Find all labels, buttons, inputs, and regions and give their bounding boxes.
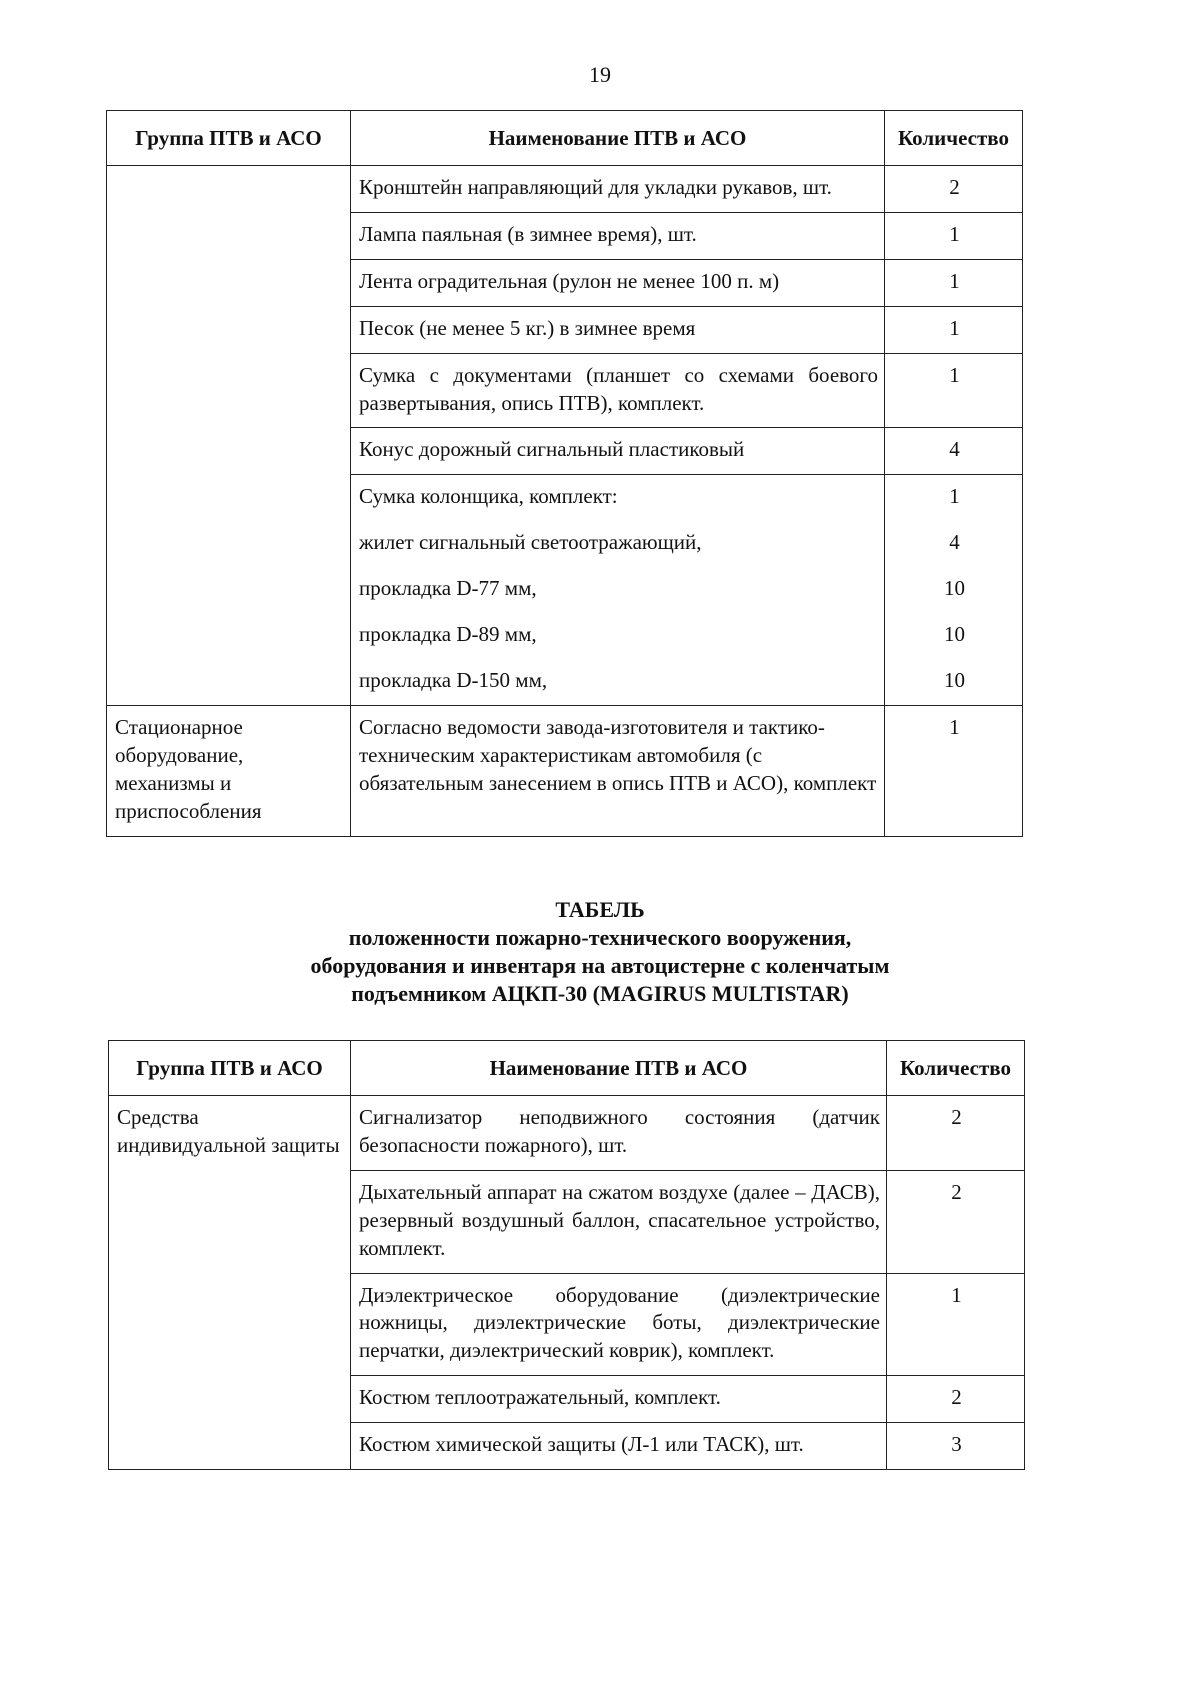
group-cell-empty bbox=[107, 165, 351, 705]
item-name: Лента оградительная (рулон не менее 100 п. м) bbox=[351, 259, 885, 306]
item-quantity: 10 bbox=[885, 659, 1023, 705]
group-cell: Средства индивидуальной защиты bbox=[109, 1095, 351, 1469]
item-name: Кронштейн направляющий для укладки рукавов, шт. bbox=[351, 165, 885, 212]
item-quantity: 2 bbox=[887, 1376, 1025, 1423]
item-name: Дыхательный аппарат на сжатом воздухе (далее – ДАСВ), резервный воздушный баллон, спасательное устройство, комплект. bbox=[351, 1170, 887, 1273]
item-name: Лампа паяльная (в зимнее время), шт. bbox=[351, 212, 885, 259]
table-row bbox=[109, 1095, 1025, 1170]
column-header-group: Группа ПТВ и АСО bbox=[109, 1041, 351, 1096]
item-quantity: 1 bbox=[887, 1273, 1025, 1376]
item-name: прокладка D-77 мм, bbox=[351, 567, 885, 613]
item-name: Костюм химической защиты (Л-1 или ТАСК), шт. bbox=[351, 1423, 887, 1470]
item-quantity: 4 bbox=[885, 521, 1023, 567]
item-quantity: 1 bbox=[885, 212, 1023, 259]
group-cell: Стационарное оборудование, механизмы и приспособления bbox=[107, 705, 351, 836]
item-quantity: 2 bbox=[885, 165, 1023, 212]
item-name: Песок (не менее 5 кг.) в зимнее время bbox=[351, 306, 885, 353]
item-quantity: 2 bbox=[887, 1170, 1025, 1273]
item-name: прокладка D-89 мм, bbox=[351, 613, 885, 659]
item-name: Согласно ведомости завода-изготовителя и тактико-техническим характеристикам автомобиля (с обязательным занесением в опись ПТВ и АСО), комплект bbox=[351, 705, 885, 836]
item-quantity: 1 bbox=[885, 475, 1023, 521]
item-name: Сумка колонщика, комплект: bbox=[351, 475, 885, 521]
item-name: Сигнализатор неподвижного состояния (датчик безопасности пожарного), шт. bbox=[351, 1095, 887, 1170]
item-name: Диэлектрическое оборудование (диэлектрические ножницы, диэлектрические боты, диэлектрические перчатки, диэлектрический коврик), комплект. bbox=[351, 1273, 887, 1376]
item-quantity: 10 bbox=[885, 567, 1023, 613]
column-header-quantity: Количество bbox=[887, 1041, 1025, 1096]
item-quantity: 4 bbox=[885, 428, 1023, 475]
item-quantity: 2 bbox=[887, 1095, 1025, 1170]
table-title bbox=[0, 896, 1200, 1008]
equipment-table-continued bbox=[106, 110, 1023, 837]
item-quantity: 1 bbox=[885, 353, 1023, 428]
title-line: подъемником АЦКП-30 (MAGIRUS MULTISTAR) bbox=[351, 980, 849, 1006]
item-name: Костюм теплоотражательный, комплект. bbox=[351, 1376, 887, 1423]
table-header-row bbox=[107, 111, 1023, 166]
column-header-name: Наименование ПТВ и АСО bbox=[351, 1041, 887, 1096]
table-header-row bbox=[109, 1041, 1025, 1096]
column-header-name: Наименование ПТВ и АСО bbox=[351, 111, 885, 166]
title-line: оборудования и инвентаря на автоцистерне с коленчатым bbox=[310, 952, 890, 978]
title-line: положенности пожарно-технического вооружения, bbox=[348, 924, 852, 950]
item-quantity: 10 bbox=[885, 613, 1023, 659]
item-quantity: 1 bbox=[885, 306, 1023, 353]
item-quantity: 1 bbox=[885, 705, 1023, 836]
item-name: жилет сигнальный светоотражающий, bbox=[351, 521, 885, 567]
item-quantity: 3 bbox=[887, 1423, 1025, 1470]
table-row bbox=[107, 705, 1023, 836]
equipment-table bbox=[108, 1040, 1025, 1470]
column-header-group: Группа ПТВ и АСО bbox=[107, 111, 351, 166]
page-number: 19 bbox=[589, 62, 611, 87]
table-row bbox=[107, 165, 1023, 212]
title-line: ТАБЕЛЬ bbox=[555, 897, 645, 922]
item-name: прокладка D-150 мм, bbox=[351, 659, 885, 705]
column-header-quantity: Количество bbox=[885, 111, 1023, 166]
item-name: Конус дорожный сигнальный пластиковый bbox=[351, 428, 885, 475]
item-quantity: 1 bbox=[885, 259, 1023, 306]
item-name: Сумка с документами (планшет со схемами боевого развертывания, опись ПТВ), комплект. bbox=[351, 353, 885, 428]
